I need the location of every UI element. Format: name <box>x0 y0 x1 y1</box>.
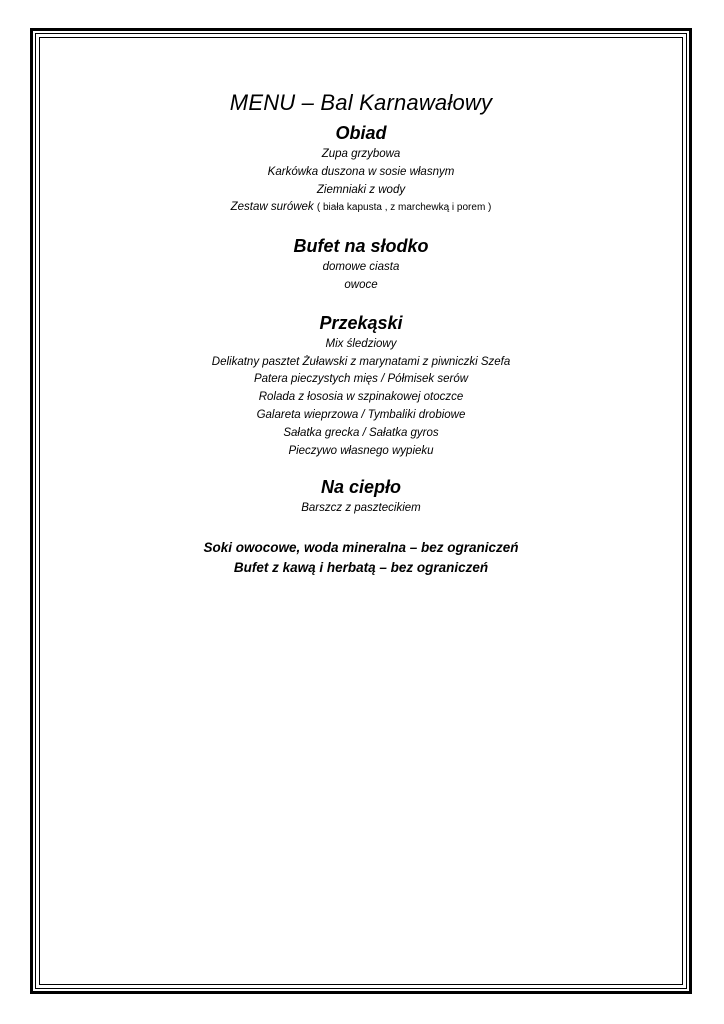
menu-item: Mix śledziowy <box>325 337 397 350</box>
menu-item: Karkówka duszona w sosie własnym <box>267 165 455 178</box>
menu-item-note: ( biała kapusta , z marchewką i porem ) <box>316 202 492 214</box>
section-heading: Bufet na słodko <box>293 236 429 257</box>
menu-item: Galareta wieprzowa / Tymbaliki drobiowe <box>256 408 466 421</box>
section-heading: Na ciepło <box>320 477 402 498</box>
menu-item: domowe ciasta <box>322 261 400 274</box>
menu-item: Barszcz z pasztecikiem <box>301 502 421 515</box>
drinks-section <box>40 538 682 578</box>
section-bufet-na-slodko <box>40 233 682 295</box>
menu-item-text: Zestaw surówek <box>230 201 317 214</box>
menu-item: Rolada z łososia w szpinakowej otoczce <box>258 391 464 404</box>
section-obiad <box>40 120 682 217</box>
menu-item: Sałatka grecka / Sałatka gyros <box>283 426 439 439</box>
section-heading: Obiad <box>335 123 387 143</box>
drinks-line: Bufet z kawą i herbatą – bez ograniczeń <box>233 560 489 576</box>
menu-item: Ziemniaki z wody <box>316 183 406 196</box>
section-na-cieplo <box>40 474 682 518</box>
menu-item: Patera pieczystych mięs / Półmisek serów <box>253 373 469 386</box>
menu-item: Zupa grzybowa <box>321 148 401 160</box>
menu-content <box>40 86 682 578</box>
section-heading: Przekąski <box>319 312 403 333</box>
section-przekaski <box>40 310 682 461</box>
menu-title: MENU – Bal Karnawałowy <box>229 90 493 115</box>
menu-item <box>40 199 682 217</box>
menu-item: Pieczywo własnego wypieku <box>288 444 434 457</box>
menu-item: Delikatny pasztet Żuławski z marynatami z piwniczki Szefa <box>211 355 511 368</box>
drinks-line: Soki owocowe, woda mineralna – bez ograniczeń <box>203 540 519 556</box>
menu-item: owoce <box>344 278 378 291</box>
